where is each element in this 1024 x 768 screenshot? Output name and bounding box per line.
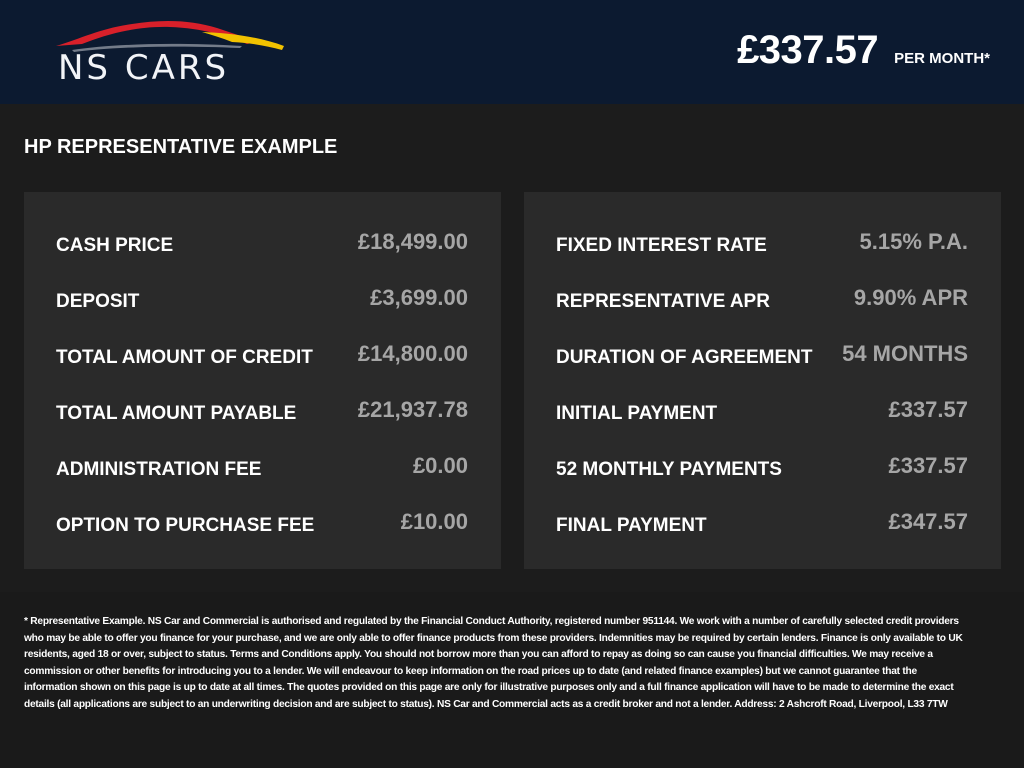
row-label: ADMINISTRATION FEE xyxy=(56,459,262,480)
row-label: REPRESENTATIVE APR xyxy=(556,291,770,312)
row-value: £18,499.00 xyxy=(357,229,468,254)
finance-panel-left xyxy=(24,192,501,569)
row-value: £21,937.78 xyxy=(357,397,468,422)
row-total-payable xyxy=(56,392,468,432)
section-title: HP REPRESENTATIVE EXAMPLE xyxy=(24,136,338,158)
row-label: TOTAL AMOUNT OF CREDIT xyxy=(56,347,313,368)
row-admin-fee xyxy=(56,448,468,488)
row-value: £337.57 xyxy=(888,397,968,422)
monthly-price xyxy=(737,28,990,73)
row-cash-price xyxy=(56,224,468,264)
row-option-fee xyxy=(56,504,468,544)
row-value: 9.90% APR xyxy=(853,285,968,310)
disclaimer-text: * Representative Example. NS Car and Commercial is authorised and regulated by the Financial Conduct Authority, registered number 951144. We work with a number of carefully selected credit providers who may be able to offer you finance for your purchase, and we are only able to offer finance products from these providers. Indemnities may be required by certain lenders. Finance is only available to UK residents, aged 18 or over, subject to status. Terms and Conditions apply. You should not borrow more than you can afford to repay as doing so can cause you financial difficulties. We may receive a commission or other benefits for introducing you to a lender. We will endeavour to keep information on the road prices up to date (and related finance examples) but we cannot guarantee that the information shown on this page is up to date at all times. The quotes provided on this page are only for illustrative purposes only and a full finance application will have to be made to determine the exact details (all applications are subject to an underwriting decision and are subject to status). NS Car and Commercial acts as a credit broker and not a lender. Address: 2 Ashcroft Road, Liverpool, L33 7TW xyxy=(24,616,963,710)
row-value: 5.15% P.A. xyxy=(859,229,968,254)
row-value: £14,800.00 xyxy=(357,341,468,366)
row-monthly-payments xyxy=(556,448,968,488)
row-value: £0.00 xyxy=(412,453,468,478)
row-label: OPTION TO PURCHASE FEE xyxy=(56,515,315,536)
per-month-label: PER MONTH* xyxy=(894,50,990,67)
row-value: £10.00 xyxy=(400,509,468,534)
row-label: 52 MONTHLY PAYMENTS xyxy=(556,459,782,480)
row-value: £347.57 xyxy=(888,509,968,534)
row-value: £337.57 xyxy=(888,453,968,478)
row-label: TOTAL AMOUNT PAYABLE xyxy=(56,403,297,424)
row-final-payment xyxy=(556,504,968,544)
finance-panel-right xyxy=(524,192,1001,569)
header-bar xyxy=(0,0,1024,104)
ns-cars-logo[interactable] xyxy=(52,16,292,90)
row-label: FIXED INTEREST RATE xyxy=(556,235,767,256)
row-label: INITIAL PAYMENT xyxy=(556,403,718,424)
row-initial-payment xyxy=(556,392,968,432)
row-label: DEPOSIT xyxy=(56,291,140,312)
row-total-credit xyxy=(56,336,468,376)
row-apr xyxy=(556,280,968,320)
row-duration xyxy=(556,336,968,376)
row-label: FINAL PAYMENT xyxy=(556,515,707,536)
row-value: £3,699.00 xyxy=(370,285,468,310)
monthly-price-value: £337.57 xyxy=(737,28,879,72)
row-deposit xyxy=(56,280,468,320)
row-label: CASH PRICE xyxy=(56,235,174,256)
row-interest-rate xyxy=(556,224,968,264)
row-value: 54 MONTHS xyxy=(842,341,968,366)
row-label: DURATION OF AGREEMENT xyxy=(556,347,813,368)
logo-text: NS CARS xyxy=(58,48,230,88)
